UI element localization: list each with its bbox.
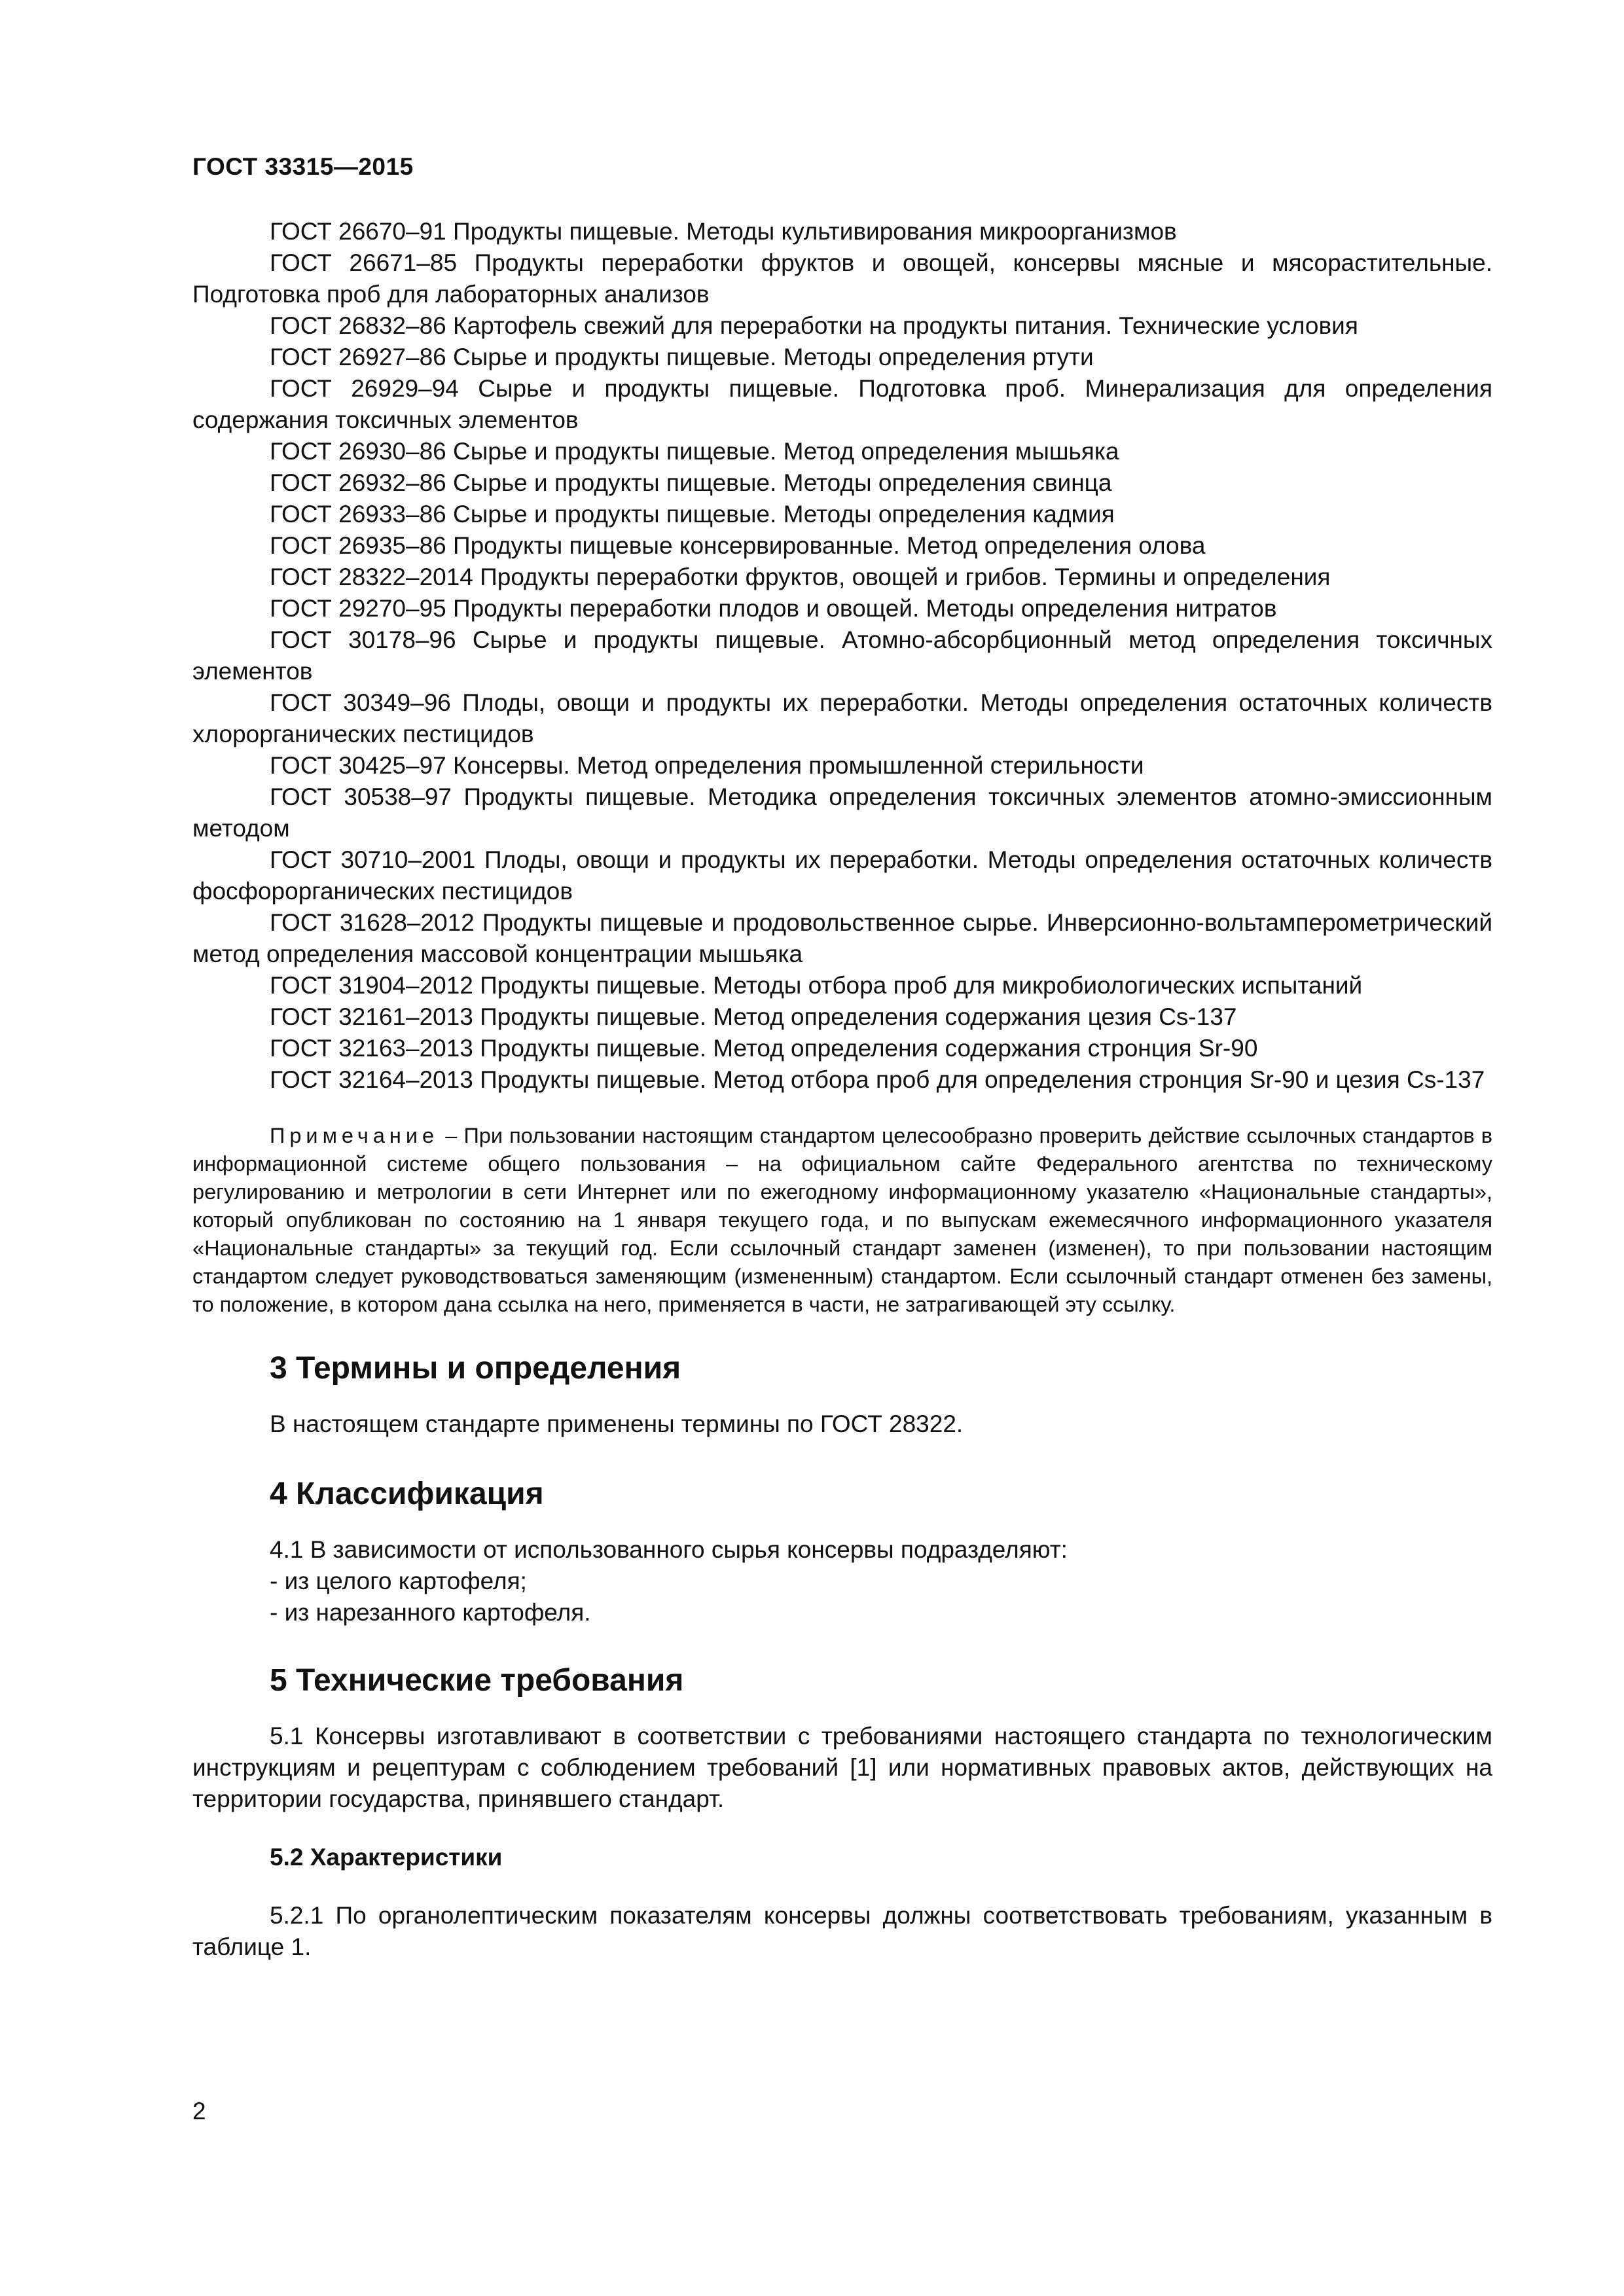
- reference-item: ГОСТ 26671–85 Продукты переработки фруктов и овощей, консервы мясные и мясорастительные. Подготовка проб для лабораторных анализов: [192, 249, 1492, 308]
- reference-item: ГОСТ 31628–2012 Продукты пищевые и продовольственное сырье. Инверсионно-вольтамперометрический метод определения массовой концентрации мышьяка: [192, 909, 1492, 967]
- reference-item: ГОСТ 26929–94 Сырье и продукты пищевые. Подготовка проб. Минерализация для определения содержания токсичных элементов: [192, 375, 1492, 433]
- section-3-text: В настоящем стандарте применены термины по ГОСТ 28322.: [270, 1410, 964, 1437]
- reference-item: ГОСТ 30425–97 Консервы. Метод определения промышленной стерильности: [270, 752, 1144, 779]
- section-4-intro: 4.1 В зависимости от использованного сырья консервы подразделяют:: [270, 1536, 1068, 1563]
- reference-item: ГОСТ 32164–2013 Продукты пищевые. Метод отбора проб для определения стронция Sr-90 и цезия Cs-137: [270, 1066, 1485, 1093]
- page-number: 2: [192, 2098, 206, 2125]
- paragraph-5-1: 5.1 Консервы изготавливают в соответствии с требованиями настоящего стандарта по технологическим инструкциям и рецептурам с соблюдением требований [1] или нормативных правовых актов, действующих на территории государства, принявшего стандарт.: [192, 1723, 1492, 1812]
- reference-item: ГОСТ 26932–86 Сырье и продукты пищевые. Методы определения свинца: [270, 469, 1112, 496]
- classification-item: - из нарезанного картофеля.: [270, 1599, 591, 1626]
- reference-item: ГОСТ 31904–2012 Продукты пищевые. Методы отбора проб для микробиологических испытаний: [270, 972, 1363, 999]
- reference-item: ГОСТ 26832–86 Картофель свежий для переработки на продукты питания. Технические условия: [270, 312, 1358, 339]
- section-5-title: 5 Технические требования: [270, 1663, 684, 1698]
- reference-item: ГОСТ 32163–2013 Продукты пищевые. Метод определения содержания стронция Sr-90: [270, 1035, 1258, 1062]
- reference-item: ГОСТ 26935–86 Продукты пищевые консервированные. Метод определения олова: [270, 532, 1206, 559]
- reference-item: ГОСТ 26927–86 Сырье и продукты пищевые. Методы определения ртути: [270, 344, 1094, 370]
- document-code-header: ГОСТ 33315—2015: [192, 153, 414, 180]
- reference-item: ГОСТ 26933–86 Сырье и продукты пищевые. Методы определения кадмия: [270, 501, 1115, 528]
- reference-item: ГОСТ 30710–2001 Плоды, овощи и продукты их переработки. Методы определения остаточных количеств фосфорорганических пестицидов: [192, 846, 1492, 905]
- reference-item: ГОСТ 30349–96 Плоды, овощи и продукты их переработки. Методы определения остаточных количеств хлорорганических пестицидов: [192, 689, 1492, 747]
- reference-item: ГОСТ 26930–86 Сырье и продукты пищевые. Метод определения мышьяка: [270, 438, 1119, 465]
- reference-item: ГОСТ 32161–2013 Продукты пищевые. Метод определения содержания цезия Cs-137: [270, 1003, 1237, 1030]
- normative-references-list: [192, 216, 1492, 1096]
- reference-item: ГОСТ 26670–91 Продукты пищевые. Методы культивирования микроорганизмов: [270, 218, 1177, 245]
- page-content: [192, 216, 1492, 1963]
- note-label: Примечание: [270, 1124, 439, 1147]
- paragraph-5-2-1: 5.2.1 По органолептическим показателям консервы должны соответствовать требованиям, указанным в таблице 1.: [192, 1902, 1492, 1960]
- section-4-title: 4 Классификация: [270, 1477, 544, 1511]
- reference-item: ГОСТ 28322–2014 Продукты переработки фруктов, овощей и грибов. Термины и определения: [270, 564, 1331, 590]
- subsection-5-2-heading: 5.2 Характеристики: [270, 1844, 503, 1871]
- classification-item: - из целого картофеля;: [270, 1568, 527, 1594]
- section-3-title: 3 Термины и определения: [270, 1351, 681, 1386]
- reference-item: ГОСТ 29270–95 Продукты переработки плодов и овощей. Методы определения нитратов: [270, 595, 1277, 622]
- reference-item: ГОСТ 30178–96 Сырье и продукты пищевые. Атомно-абсорбционный метод определения токсичных элементов: [192, 626, 1492, 685]
- note-paragraph: [192, 1122, 1492, 1319]
- note-text: – При пользовании настоящим стандартом целесообразно проверить действие ссылочных стандартов в информационной системе общего пользования – на официальном сайте Федерального агентства по техническому регулированию и метрологии в сети Интернет или по ежегодному информационному указателю «Национальные стандарты», который опубликован по состоянию на 1 января текущего года, и по выпускам ежемесячного информационного указателя «Национальные стандарты» за текущий год. Если ссылочный стандарт заменен (изменен), то при пользовании настоящим стандартом следует руководствоваться заменяющим (измененным) стандартом. Если ссылочный стандарт отменен без замены, то положение, в котором дана ссылка на него, применяется в части, не затрагивающей эту ссылку.: [192, 1124, 1492, 1316]
- reference-item: ГОСТ 30538–97 Продукты пищевые. Методика определения токсичных элементов атомно-эмиссионным методом: [192, 783, 1492, 842]
